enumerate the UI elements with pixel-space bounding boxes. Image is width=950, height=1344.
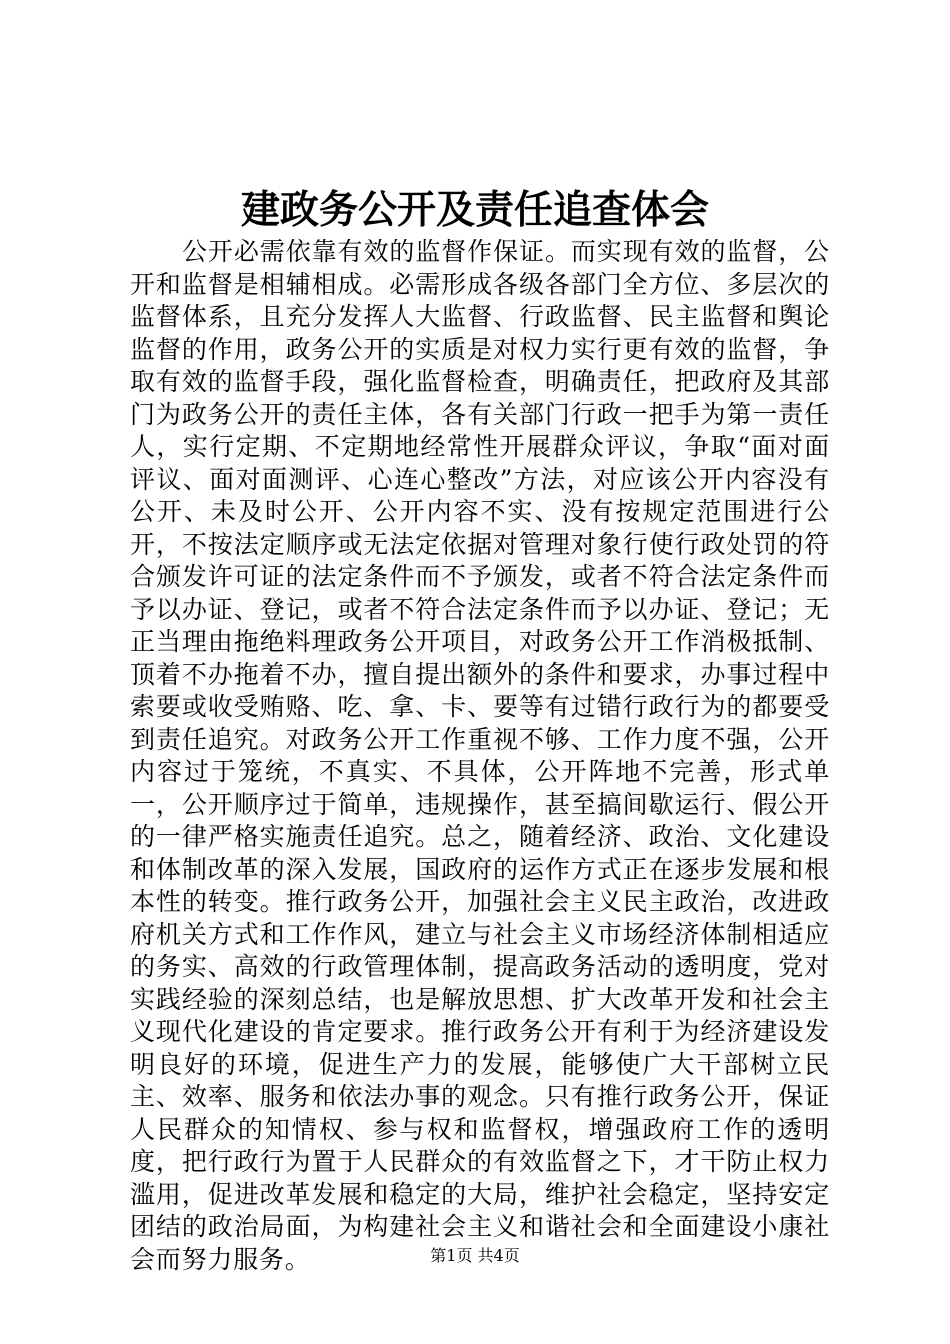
page-title: 建政务公开及责任追查体会 xyxy=(240,187,709,233)
page-number-footer: 第1页 共4页 xyxy=(430,1246,520,1265)
body-paragraph: 公开必需依靠有效的监督作保证。而实现有效的监督，公开和监督是相辅相成。必需形成各级各部门全方位、多层次的监督体系，且充分发挥人大监督、行政监督、民主监督和舆论监督的作用，政务公开的实质是对权力实行更有效的监督，争取有效的监督手段，强化监督检查，明确责任，把政府及其部门为政务公开的责任主体，各有关部门行政一把手为第一责任人，实行定期、不定期地经常性开展群众评议，争取“面对面评议、面对面测评、心连心整改”方法，对应该公开内容没有公开、未及时公开、公开内容不实、没有按规定范围进行公开，不按法定顺序或无法定依据对管理对象行使行政处罚的符合颁发许可证的法定条件而不予颁发，或者不符合法定条件而予以办证、登记，或者不符合法定条件而予以办证、登记；无正当理由拖绝料理政务公开项目，对政务公开工作消极抵制、顶着不办拖着不办，擅自提出额外的条件和要求，办事过程中索要或收受贿赂、吃、拿、卡、要等有过错行政行为的都要受到责任追究。对政务公开工作重视不够、工作力度不强，公开内容过于笼统，不真实、不具体，公开阵地不完善，形式单一，公开顺序过于简单，违规操作，甚至搞间歇运行、假公开的一律严格实施责任追究。总之，随着经济、政治、文化建设和体制改革的深入发展，国政府的运作方式正在逐步发展和根本性的转变。推行政务公开，加强社会主义民主政治，改进政府机关方式和工作作风，建立与社会主义市场经济体制相适应的务实、高效的行政管理体制，提高政务活动的透明度，党对实践经验的深刻总结，也是解放思想、扩大改革开发和社会主义现代化建设的肯定要求。推行政务公开有利于为经济建设发明良好的环境，促进生产力的发展，能够使广大干部树立民主、效率、服务和依法办事的观念。只有推行政务公开，保证人民群众的知情权、参与权和监督权，增强政府工作的透明度，把行政行为置于人民群众的有效监督之下，才干防止权力滥用，促进改革发展和稳定的大局，维护社会稳定，坚持安定团结的政治局面，为构建社会主义和谐社会和全面建设小康社会而努力服务。 xyxy=(130,237,830,1274)
